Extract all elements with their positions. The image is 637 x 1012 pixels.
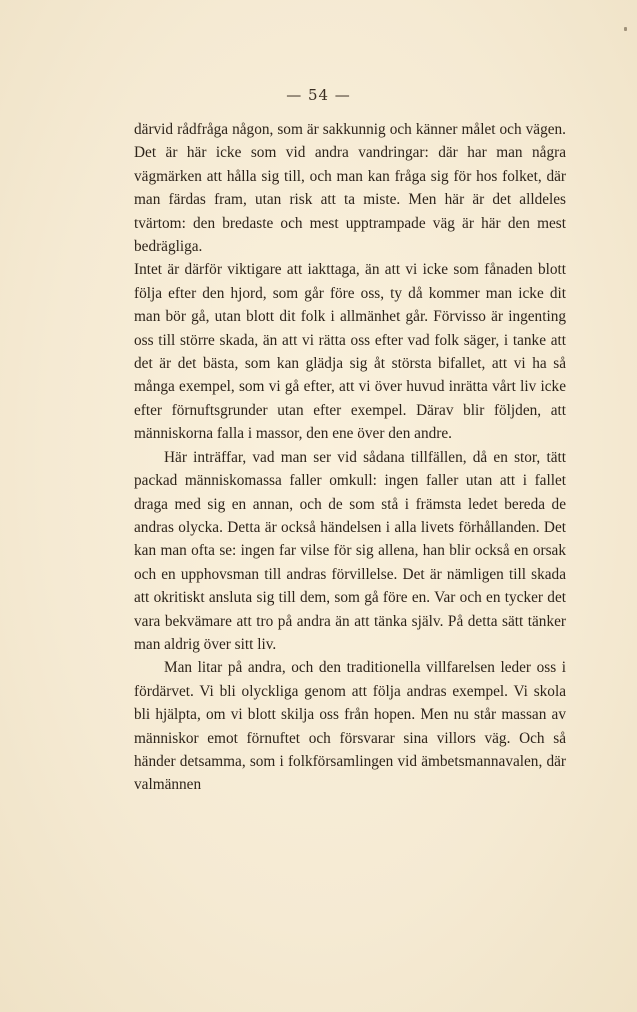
paragraph-4: Man litar på andra, och den traditionella villfarelsen leder oss i fördärvet. Vi bli olyckliga genom att följa andras exempel. Vi skola bli hjälpta, om vi blott skilja oss från hopen. Men nu står massan av människor emot förnuftet och försvarar sina villors väg. Och så händer detsamma, som i folkförsamlingen vid ämbetsmannavalen, där valmännen <box>134 659 566 794</box>
page-number: — 54 — <box>286 86 351 104</box>
body-text <box>134 118 566 797</box>
paper-speck <box>624 27 627 31</box>
paragraph-1: därvid rådfråga någon, som är sakkunnig och känner målet och vägen. Det är här icke som vid andra vandringar: där har man några vägmärken att hålla sig till, och man kan fråga sig för hos folket, där man färdas fram, utan risk att ta miste. Men här är det alldeles tvärtom: den bredaste och mest upptrampade väg är här den mest bedrägliga. <box>134 121 566 256</box>
paragraph-2: Intet är därför viktigare att iakttaga, än att vi icke som fånaden blott följa efter den hjord, som går före oss, ty då kommer man icke dit man bör gå, utan blott dit folk i allmänhet går. Förvisso är ingenting oss till större skada, än att vi rätta oss efter vad folk säger, i tanke att det är det bästa, som kan glädja sig åt största bifallet, att vi ha så många exempel, som vi gå efter, att vi över huvud inrätta vårt liv icke efter förnuftsgrunder utan efter exempel. Därav blir följden, att människorna falla i massor, den ene över den andre. <box>134 261 566 443</box>
paragraph-3: Här inträffar, vad man ser vid sådana tillfällen, då en stor, tätt packad människomassa faller omkull: ingen faller utan att i fallet draga med sig en annan, och de som stå i främsta ledet bereda de andras olycka. Detta är också händelsen i alla livets förhållanden. Det kan man ofta se: ingen far vilse för sig allena, han blir också en orsak och en upphovsman till andras förvillelse. Det är nämligen till skada att okritiskt ansluta sig till dem, som gå före en. Var och en tycker det vara bekvämare att tro på andra än att tänka själv. På detta sätt tänker man aldrig över sitt liv. <box>134 448 566 653</box>
